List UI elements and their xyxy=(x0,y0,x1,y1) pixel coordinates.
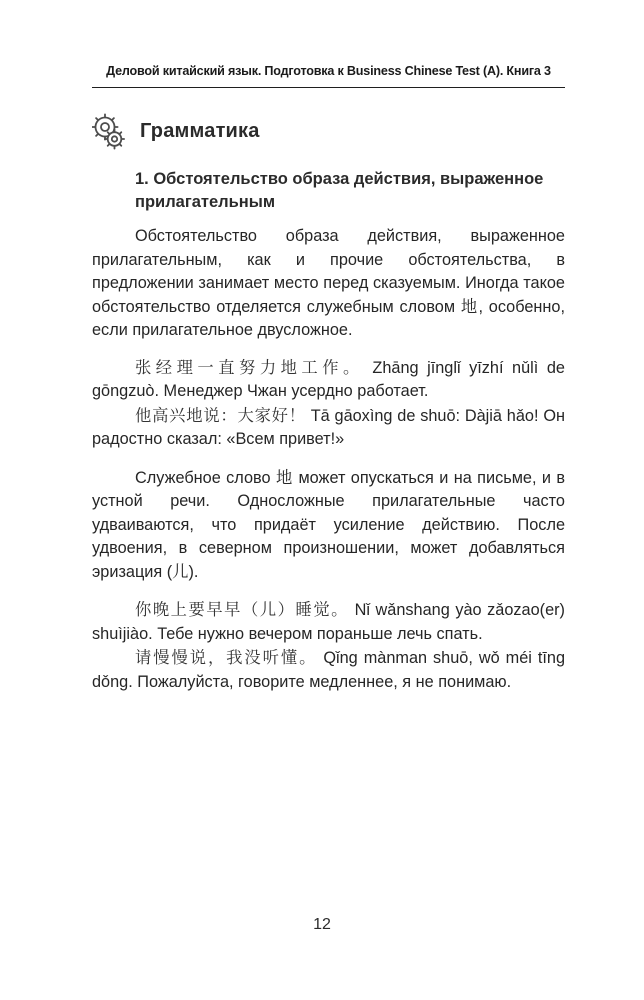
section-title: Грамматика xyxy=(140,120,260,142)
pinyin-transcription: Qǐng mànman shuō, wǒ méi tīng dǒng. xyxy=(92,649,565,691)
example-sentence-4 xyxy=(92,646,565,694)
section-title-row xyxy=(92,113,565,150)
pinyin-transcription: Zhāng jīnglǐ yīzhí nǔlì de gōngzuò. xyxy=(92,358,565,400)
example-sentence-2 xyxy=(92,404,565,452)
running-header-text: Деловой китайский язык. Подготовка к Business Chinese Test (A). Книга 3 xyxy=(106,64,551,78)
topic-heading: 1. Обстоятельство образа действия, выраженное прилагательным xyxy=(135,170,544,211)
chinese-sentence: 张经理一直努力地工作。 xyxy=(135,357,364,377)
intro-paragraph: Обстоятельство образа действия, выраженное прилагательным, как и прочие обстоятельства, в предложении занимает место перед сказуемым. Иногда такое обстоятельство отделяется служебным словом 地, особенно, если прилагательное двусложное. xyxy=(92,227,565,339)
example-sentence-1 xyxy=(92,356,565,404)
gears-icon-svg xyxy=(92,113,126,150)
note-paragraph: Служебное слово 地 может опускаться и на письме, и в устной речи. Односложные прилагательные часто удваиваются, что придаёт усиление действию. После удвоения, в северном произношении, может добавляться эризация (儿). xyxy=(92,468,565,581)
chinese-sentence: 请慢慢说，我没听懂。 xyxy=(135,648,318,667)
gears-icon xyxy=(92,113,126,150)
chinese-sentence: 你晚上要早早（儿）睡觉。 xyxy=(135,600,349,619)
pinyin-transcription: Nǐ wǎnshang yào zǎozao(er) shuìjiào. xyxy=(92,601,565,643)
header-rule xyxy=(92,87,565,88)
russian-translation: Пожалуйста, говорите медленнее, я не понимаю. xyxy=(137,672,512,691)
example-sentence-3 xyxy=(92,598,565,646)
pinyin-transcription: Tā gāoxìng de shuō: Dàjiā hǎo! xyxy=(310,406,539,425)
running-header xyxy=(92,0,565,88)
russian-translation: Он радостно сказал: «Всем привет!» xyxy=(92,406,565,448)
chinese-sentence: 他高兴地说：大家好！ xyxy=(135,405,306,425)
page-number: 12 xyxy=(313,916,331,933)
russian-translation: Менеджер Чжан усердно работает. xyxy=(163,382,429,400)
russian-translation: Тебе нужно вечером пораньше лечь спать. xyxy=(157,624,483,643)
